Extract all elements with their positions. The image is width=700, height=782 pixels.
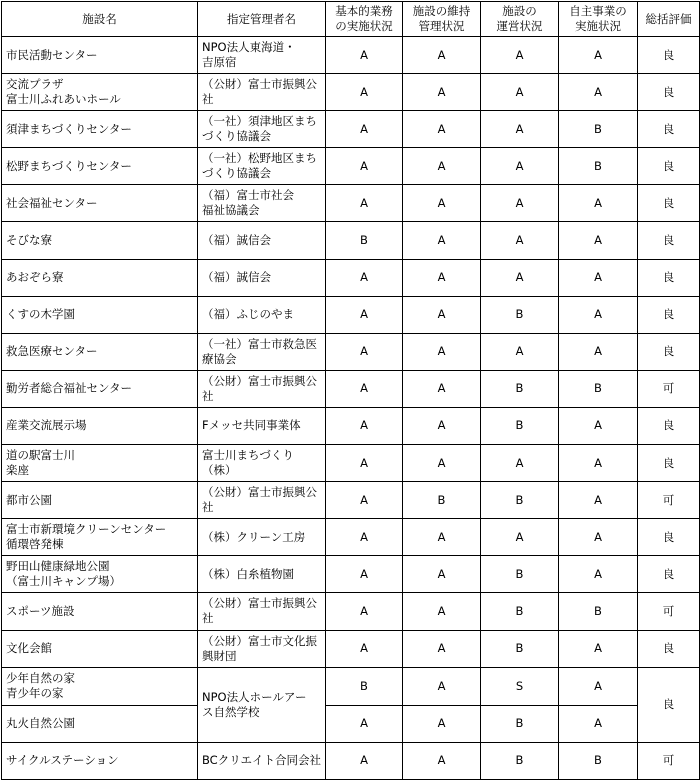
manager-name [198, 667, 326, 742]
cell-line: 交流プラザ [6, 77, 64, 92]
rating-self-projects: A [559, 445, 638, 482]
table-row [2, 74, 700, 111]
rating-basic: A [326, 556, 403, 593]
rating-basic: A [326, 185, 403, 222]
cell-line: Fメッセ共同事業体 [202, 418, 301, 433]
cell-line: そびな寮 [6, 233, 52, 248]
table-body [2, 37, 700, 780]
rating-maintenance: A [403, 185, 481, 222]
rating-overall: 良 [638, 74, 700, 111]
cell-line: ス自然学校 [202, 704, 260, 719]
cell-line: （一社）須津地区まち [202, 114, 317, 129]
rating-maintenance: A [403, 519, 481, 556]
evaluation-table [1, 1, 700, 780]
cell-line: 富士川ふれあいホール [6, 92, 121, 107]
manager-name [198, 259, 326, 296]
rating-overall: 良 [638, 148, 700, 185]
rating-self-projects: A [559, 296, 638, 333]
header-facility: 施設名 [2, 2, 198, 37]
rating-maintenance: A [403, 630, 481, 667]
rating-maintenance: A [403, 296, 481, 333]
rating-basic: A [326, 630, 403, 667]
cell-line: BCクリエイト合同会社 [202, 753, 321, 768]
facility-name [2, 742, 198, 779]
rating-overall: 良 [638, 407, 700, 444]
table-row [2, 519, 700, 556]
header-operations: 施設の 運営状況 [481, 2, 559, 37]
facility-name [2, 185, 198, 222]
rating-maintenance: A [403, 407, 481, 444]
cell-line: 社 [202, 388, 214, 403]
cell-line: 都市公園 [6, 492, 52, 507]
cell-line: （株）白糸植物園 [202, 566, 294, 581]
rating-self-projects: A [559, 259, 638, 296]
rating-operations: A [481, 148, 559, 185]
cell-line: 吉原宿 [202, 55, 237, 70]
rating-overall: 可 [638, 482, 700, 519]
cell-line: 産業交流展示場 [6, 418, 87, 433]
rating-self-projects: A [559, 556, 638, 593]
table-row [2, 148, 700, 185]
rating-overall: 良 [638, 296, 700, 333]
facility-name [2, 74, 198, 111]
manager-name [198, 519, 326, 556]
rating-maintenance: B [403, 482, 481, 519]
table-row [2, 37, 700, 74]
rating-basic: A [326, 259, 403, 296]
rating-self-projects: B [559, 148, 638, 185]
facility-name [2, 37, 198, 74]
rating-operations: B [481, 556, 559, 593]
header-maintenance: 施設の維持 管理状況 [403, 2, 481, 37]
rating-basic: A [326, 482, 403, 519]
cell-line: 少年自然の家 [6, 671, 75, 686]
rating-operations: B [481, 593, 559, 630]
cell-line: 文化会館 [6, 641, 52, 656]
cell-line: （公財）富士市振興公 [202, 373, 317, 388]
rating-basic: A [326, 407, 403, 444]
cell-line: くすの木学園 [6, 307, 75, 322]
cell-line: 社会福祉センター [6, 195, 98, 210]
rating-maintenance: A [403, 259, 481, 296]
rating-operations: B [481, 370, 559, 407]
rating-operations: A [481, 74, 559, 111]
rating-self-projects: A [559, 74, 638, 111]
table-row [2, 630, 700, 667]
rating-self-projects: B [559, 742, 638, 779]
facility-name [2, 519, 198, 556]
cell-line: 循環啓発棟 [6, 537, 64, 552]
rating-operations: A [481, 37, 559, 74]
cell-line: 勤労者総合福祉センター [6, 381, 133, 396]
header-manager: 指定管理者名 [198, 2, 326, 37]
rating-basic: A [326, 705, 403, 742]
rating-basic: A [326, 296, 403, 333]
rating-self-projects: A [559, 37, 638, 74]
rating-basic: A [326, 37, 403, 74]
rating-operations: B [481, 742, 559, 779]
manager-name [198, 370, 326, 407]
cell-line: 福祉協議会 [202, 203, 260, 218]
facility-name [2, 407, 198, 444]
rating-basic: B [326, 222, 403, 259]
facility-name [2, 370, 198, 407]
table-row [2, 667, 700, 705]
manager-name [198, 593, 326, 630]
cell-line: 社 [202, 611, 214, 626]
rating-basic: A [326, 148, 403, 185]
rating-self-projects: B [559, 370, 638, 407]
rating-overall: 良 [638, 519, 700, 556]
cell-line: （公財）富士市文化振 [202, 633, 317, 648]
cell-line: づくり協議会 [202, 129, 271, 144]
facility-name [2, 667, 198, 705]
rating-self-projects: B [559, 111, 638, 148]
rating-overall: 良 [638, 222, 700, 259]
rating-self-projects: A [559, 519, 638, 556]
rating-operations: S [481, 667, 559, 705]
rating-maintenance: A [403, 667, 481, 705]
rating-basic: A [326, 370, 403, 407]
manager-name [198, 74, 326, 111]
table-row [2, 742, 700, 779]
header-basic: 基本的業務 の実施状況 [326, 2, 403, 37]
facility-name [2, 111, 198, 148]
cell-line: 楽座 [6, 463, 29, 478]
cell-line: 須津まちづくりセンター [6, 121, 132, 136]
cell-line: （一社）富士市救急医 [202, 336, 317, 351]
rating-operations: B [481, 296, 559, 333]
facility-name [2, 333, 198, 370]
rating-overall: 良 [638, 185, 700, 222]
header-row [2, 2, 700, 37]
rating-self-projects: A [559, 705, 638, 742]
header-overall: 総括評価 [638, 2, 700, 37]
manager-name [198, 148, 326, 185]
rating-self-projects: B [559, 593, 638, 630]
rating-self-projects: A [559, 222, 638, 259]
cell-line: 富士市新環境クリーンセンター [6, 522, 167, 537]
cell-line: （富士川キャンプ場） [6, 574, 121, 589]
cell-line: 松野まちづくりセンター [6, 158, 132, 173]
manager-name [198, 111, 326, 148]
cell-line: 療協会 [202, 351, 237, 366]
rating-overall: 可 [638, 370, 700, 407]
cell-line: （福）ふじのやま [202, 307, 294, 322]
rating-operations: B [481, 482, 559, 519]
cell-line: （公財）富士市振興公 [202, 485, 317, 500]
rating-maintenance: A [403, 333, 481, 370]
rating-overall: 良 [638, 667, 700, 742]
cell-line: NPO法人ホールアー [202, 689, 307, 704]
rating-maintenance: A [403, 148, 481, 185]
rating-overall: 良 [638, 111, 700, 148]
cell-line: （公財）富士市振興公 [202, 596, 317, 611]
facility-name [2, 705, 198, 742]
cell-line: 社 [202, 500, 214, 515]
table-row [2, 705, 700, 742]
rating-maintenance: A [403, 445, 481, 482]
rating-maintenance: A [403, 705, 481, 742]
cell-line: （福）誠信会 [202, 233, 271, 248]
rating-overall: 良 [638, 37, 700, 74]
cell-line: 野田山健康緑地公園 [6, 559, 110, 574]
table-row [2, 222, 700, 259]
manager-name [198, 482, 326, 519]
rating-maintenance: A [403, 370, 481, 407]
cell-line: （公財）富士市振興公 [202, 77, 317, 92]
facility-name [2, 556, 198, 593]
rating-overall: 可 [638, 593, 700, 630]
cell-line: サイクルステーション [6, 753, 119, 768]
cell-line: （福）誠信会 [202, 270, 271, 285]
cell-line: 市民活動センター [6, 47, 98, 62]
manager-name [198, 742, 326, 779]
rating-self-projects: A [559, 333, 638, 370]
cell-line: 救急医療センター [6, 344, 98, 359]
rating-basic: A [326, 593, 403, 630]
rating-overall: 良 [638, 630, 700, 667]
rating-operations: B [481, 407, 559, 444]
facility-name [2, 222, 198, 259]
rating-operations: A [481, 259, 559, 296]
rating-basic: A [326, 111, 403, 148]
table-row [2, 370, 700, 407]
rating-overall: 良 [638, 445, 700, 482]
cell-line: 興財団 [202, 648, 237, 663]
rating-operations: A [481, 111, 559, 148]
cell-line: あおぞら寮 [6, 270, 64, 285]
rating-basic: A [326, 742, 403, 779]
cell-line: 道の駅富士川 [6, 448, 75, 463]
rating-operations: A [481, 519, 559, 556]
manager-name [198, 222, 326, 259]
table-row [2, 482, 700, 519]
rating-basic: A [326, 333, 403, 370]
manager-name [198, 185, 326, 222]
manager-name [198, 37, 326, 74]
manager-name [198, 445, 326, 482]
rating-self-projects: A [559, 185, 638, 222]
manager-name [198, 296, 326, 333]
cell-line: 丸火自然公園 [6, 716, 75, 731]
cell-line: 社 [202, 92, 214, 107]
rating-operations: B [481, 705, 559, 742]
rating-basic: A [326, 74, 403, 111]
cell-line: NPO法人東海道・ [202, 40, 296, 55]
table-row [2, 556, 700, 593]
manager-name [198, 407, 326, 444]
rating-basic: B [326, 667, 403, 705]
manager-name [198, 556, 326, 593]
table-row [2, 111, 700, 148]
rating-operations: A [481, 222, 559, 259]
rating-overall: 良 [638, 259, 700, 296]
table-row [2, 445, 700, 482]
manager-name [198, 630, 326, 667]
header-self-projects: 自主事業の 実施状況 [559, 2, 638, 37]
cell-line: 青少年の家 [6, 686, 64, 701]
facility-name [2, 445, 198, 482]
rating-overall: 良 [638, 556, 700, 593]
rating-overall: 可 [638, 742, 700, 779]
table-row [2, 333, 700, 370]
cell-line: （福）富士市社会 [202, 188, 294, 203]
rating-maintenance: A [403, 742, 481, 779]
rating-self-projects: A [559, 630, 638, 667]
facility-name [2, 259, 198, 296]
rating-maintenance: A [403, 37, 481, 74]
rating-basic: A [326, 445, 403, 482]
cell-line: スポーツ施設 [6, 603, 75, 618]
facility-name [2, 630, 198, 667]
rating-maintenance: A [403, 111, 481, 148]
rating-basic: A [326, 519, 403, 556]
rating-maintenance: A [403, 222, 481, 259]
rating-operations: B [481, 630, 559, 667]
rating-maintenance: A [403, 556, 481, 593]
rating-overall: 良 [638, 333, 700, 370]
table-row [2, 593, 700, 630]
table-row [2, 407, 700, 444]
rating-maintenance: A [403, 593, 481, 630]
cell-line: （株）クリーン工房 [202, 529, 306, 544]
facility-name [2, 593, 198, 630]
manager-name [198, 333, 326, 370]
cell-line: づくり協議会 [202, 166, 271, 181]
rating-operations: A [481, 185, 559, 222]
facility-name [2, 148, 198, 185]
rating-self-projects: A [559, 667, 638, 705]
cell-line: 富士川まちづくり（株） [202, 448, 294, 478]
rating-self-projects: A [559, 407, 638, 444]
rating-self-projects: A [559, 482, 638, 519]
rating-operations: A [481, 445, 559, 482]
cell-line: （一社）松野地区まち [202, 151, 317, 166]
rating-operations: A [481, 333, 559, 370]
table-row [2, 296, 700, 333]
table-row [2, 185, 700, 222]
facility-name [2, 296, 198, 333]
rating-maintenance: A [403, 74, 481, 111]
table-row [2, 259, 700, 296]
facility-name [2, 482, 198, 519]
